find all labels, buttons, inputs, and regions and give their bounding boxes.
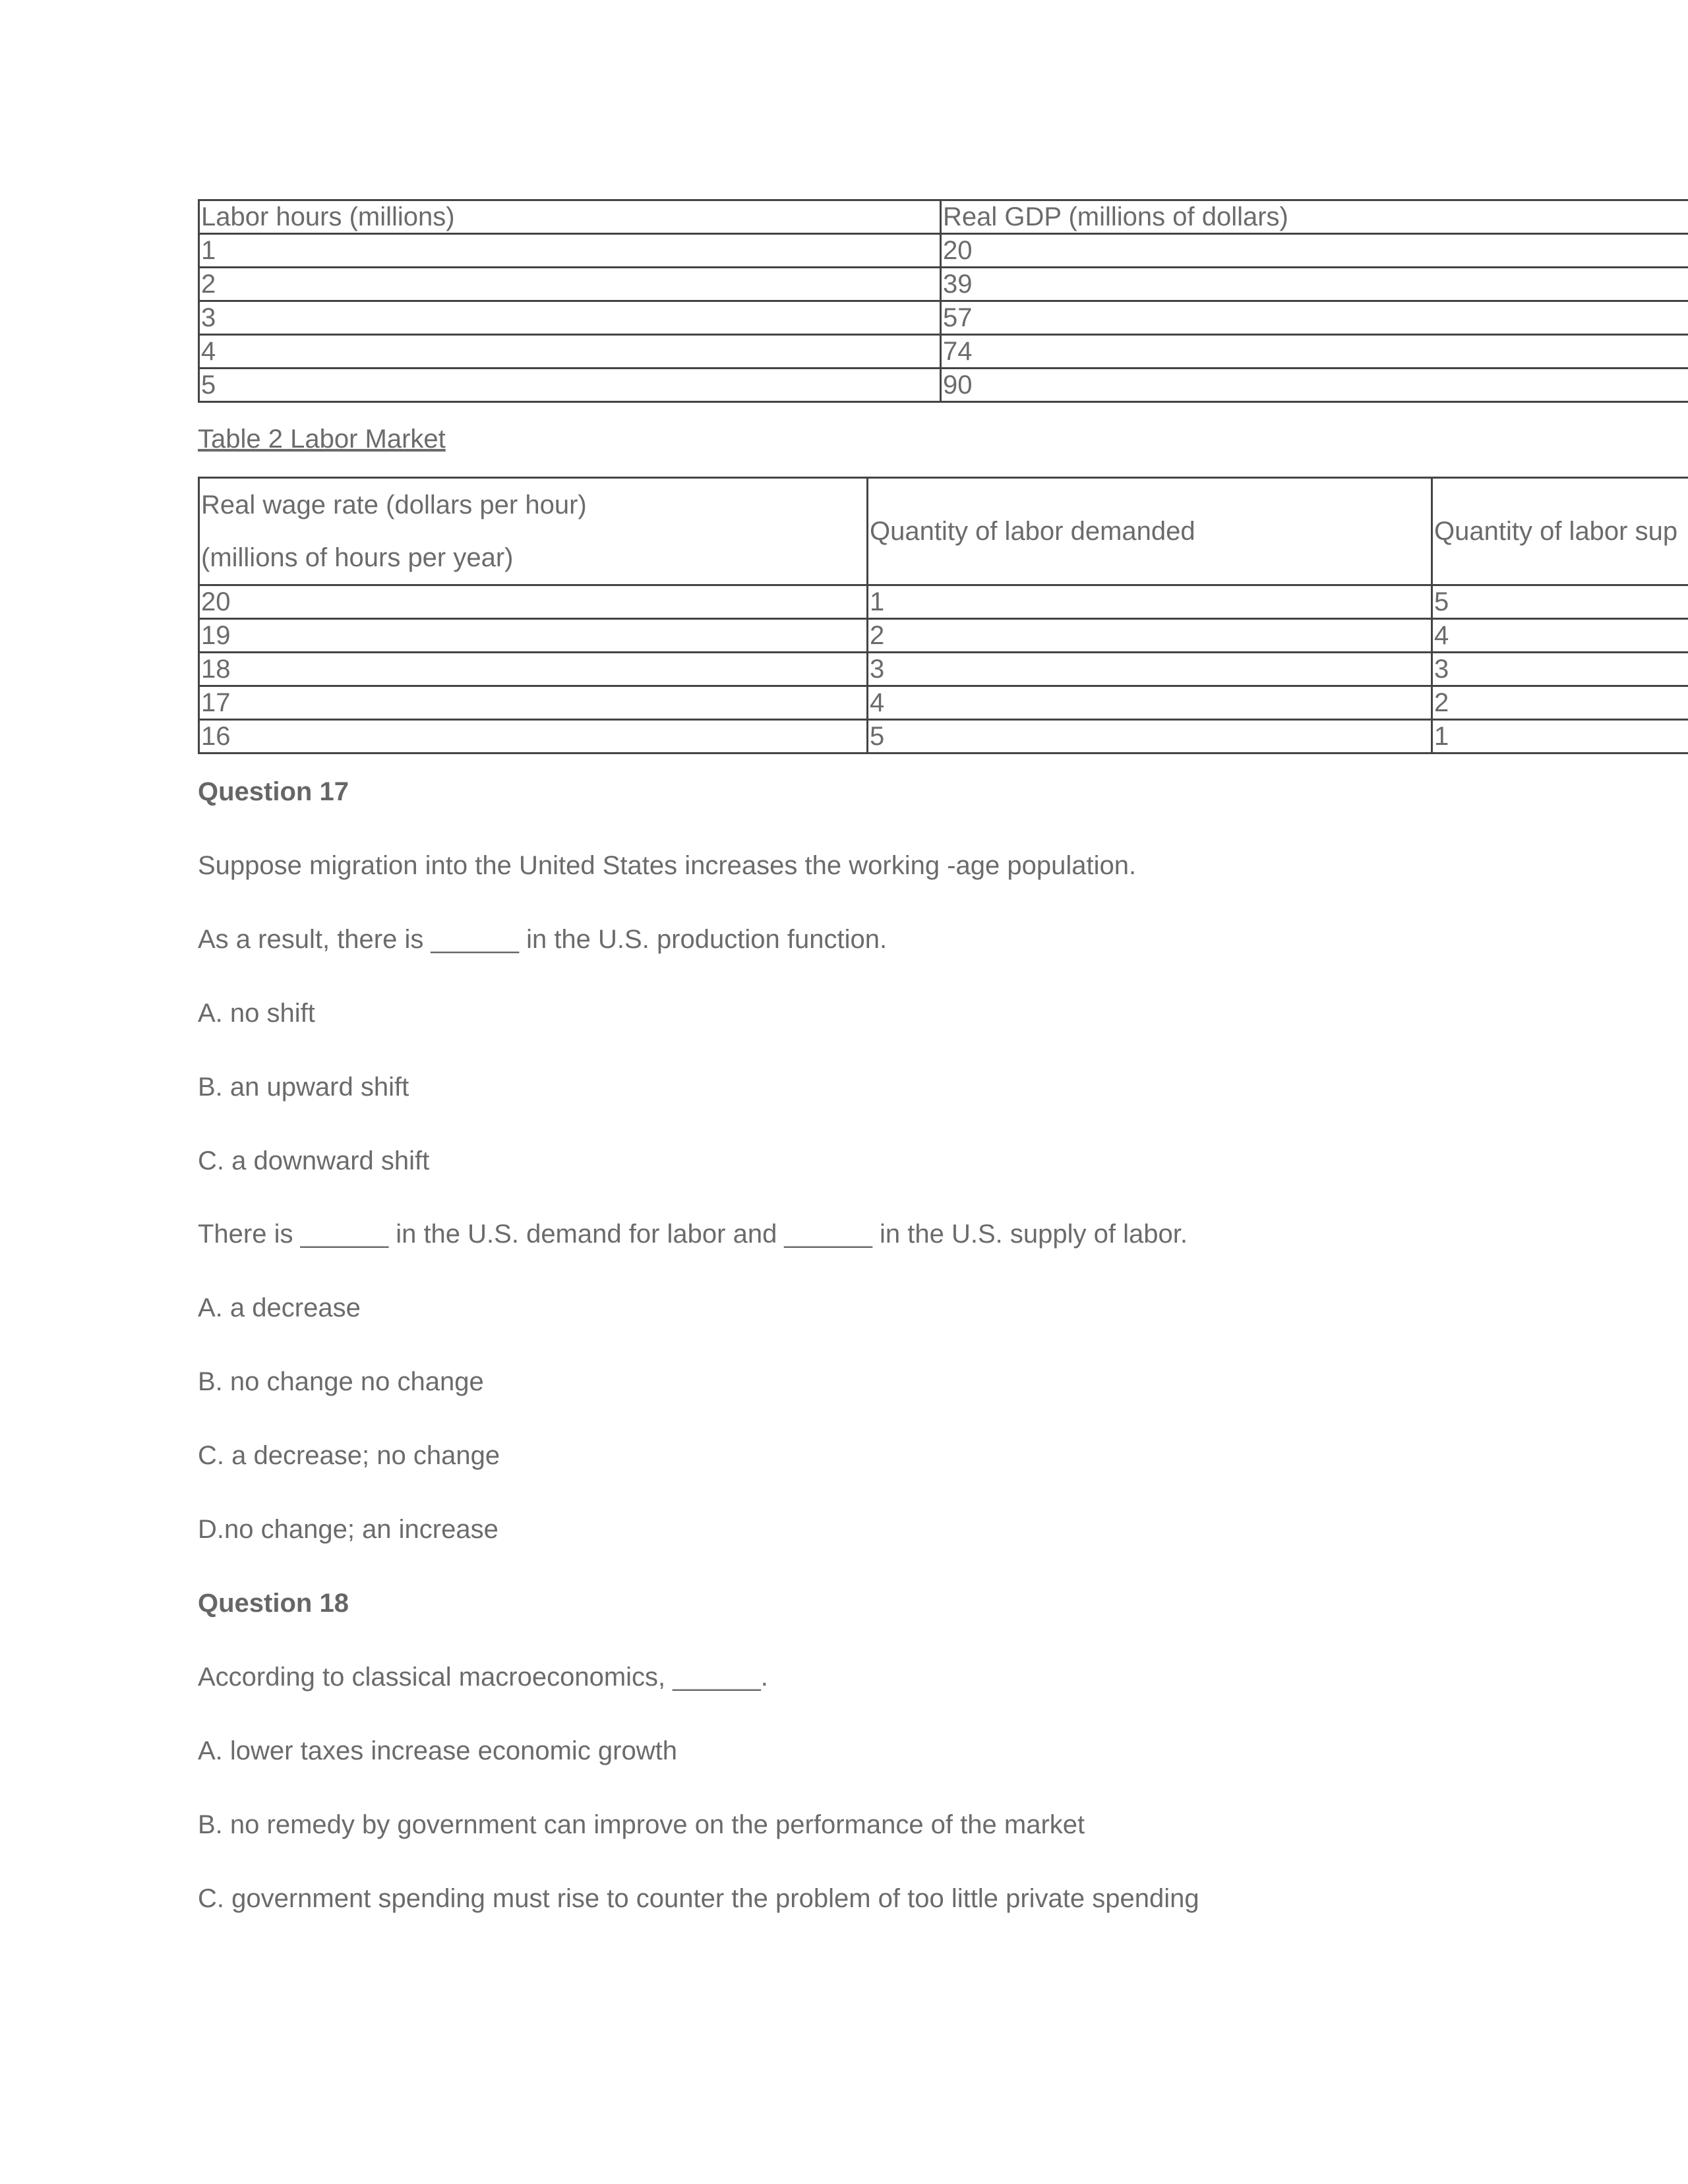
cell-labor-hours: 1	[199, 234, 941, 268]
table-row	[199, 585, 1688, 619]
table-row	[199, 234, 1688, 268]
cell-wage-rate: 18	[199, 653, 868, 686]
header-real-wage-rate-line2: (millions of hours per year)	[201, 543, 514, 572]
production-function-table	[198, 199, 1688, 403]
cell-real-gdp: 57	[941, 301, 1688, 335]
cell-labor-supplied: 5	[1432, 585, 1688, 619]
table-row	[199, 369, 1688, 402]
cell-labor-demanded: 1	[868, 585, 1432, 619]
header-real-wage-rate	[199, 478, 868, 585]
labor-market-table	[198, 477, 1688, 754]
header-labor-demanded: Quantity of labor demanded	[868, 478, 1432, 585]
cell-labor-supplied: 1	[1432, 720, 1688, 753]
cell-labor-hours: 5	[199, 369, 941, 402]
option-a[interactable]: A. lower taxes increase economic growth	[198, 1736, 677, 1765]
cell-labor-supplied: 4	[1432, 619, 1688, 653]
table-row	[199, 335, 1688, 369]
option-b[interactable]: B. an upward shift	[198, 1073, 409, 1102]
option-c[interactable]: C. a downward shift	[198, 1146, 430, 1175]
cell-labor-hours: 3	[199, 301, 941, 335]
table-row	[199, 653, 1688, 686]
table-row	[199, 268, 1688, 301]
cell-wage-rate: 19	[199, 619, 868, 653]
option-b[interactable]: B. no remedy by government can improve on the performance of the market	[198, 1810, 1085, 1839]
cell-real-gdp: 74	[941, 335, 1688, 369]
table-header-row	[199, 200, 1688, 234]
question-17-intro: Suppose migration into the United States increases the working -age population.	[198, 851, 1137, 880]
cell-labor-supplied: 2	[1432, 686, 1688, 720]
question-18-heading: Question 18	[198, 1589, 349, 1618]
question-17-part1-prompt: As a result, there is ______ in the U.S. production function.	[198, 925, 888, 954]
question-17-heading: Question 17	[198, 777, 349, 806]
table-row	[199, 301, 1688, 335]
cell-labor-hours: 4	[199, 335, 941, 369]
cell-labor-hours: 2	[199, 268, 941, 301]
cell-real-gdp: 90	[941, 369, 1688, 402]
table-2-caption: Table 2 Labor Market	[198, 425, 446, 454]
header-real-wage-rate-line1: Real wage rate (dollars per hour)	[201, 490, 587, 519]
cell-wage-rate: 16	[199, 720, 868, 753]
cell-labor-supplied: 3	[1432, 653, 1688, 686]
cell-labor-demanded: 4	[868, 686, 1432, 720]
option-a[interactable]: A. a decrease	[198, 1293, 361, 1322]
table-header-row	[199, 478, 1688, 585]
cell-wage-rate: 17	[199, 686, 868, 720]
option-c[interactable]: C. a decrease; no change	[198, 1441, 500, 1470]
option-b[interactable]: B. no change no change	[198, 1367, 484, 1396]
option-a[interactable]: A. no shift	[198, 999, 315, 1028]
cell-labor-demanded: 5	[868, 720, 1432, 753]
header-labor-supplied: Quantity of labor sup	[1432, 478, 1688, 585]
header-real-gdp: Real GDP (millions of dollars)	[941, 200, 1688, 234]
header-labor-hours: Labor hours (millions)	[199, 200, 941, 234]
question-18-prompt: According to classical macroeconomics, ______.	[198, 1663, 768, 1692]
question-17-part2-prompt: There is ______ in the U.S. demand for labor and ______ in the U.S. supply of labor.	[198, 1220, 1188, 1249]
table-row	[199, 686, 1688, 720]
option-c[interactable]: C. government spending must rise to counter the problem of too little private spending	[198, 1884, 1199, 1913]
cell-labor-demanded: 3	[868, 653, 1432, 686]
option-d[interactable]: D.no change; an increase	[198, 1515, 498, 1544]
cell-labor-demanded: 2	[868, 619, 1432, 653]
cell-real-gdp: 39	[941, 268, 1688, 301]
cell-wage-rate: 20	[199, 585, 868, 619]
table-row	[199, 619, 1688, 653]
cell-real-gdp: 20	[941, 234, 1688, 268]
table-row	[199, 720, 1688, 753]
